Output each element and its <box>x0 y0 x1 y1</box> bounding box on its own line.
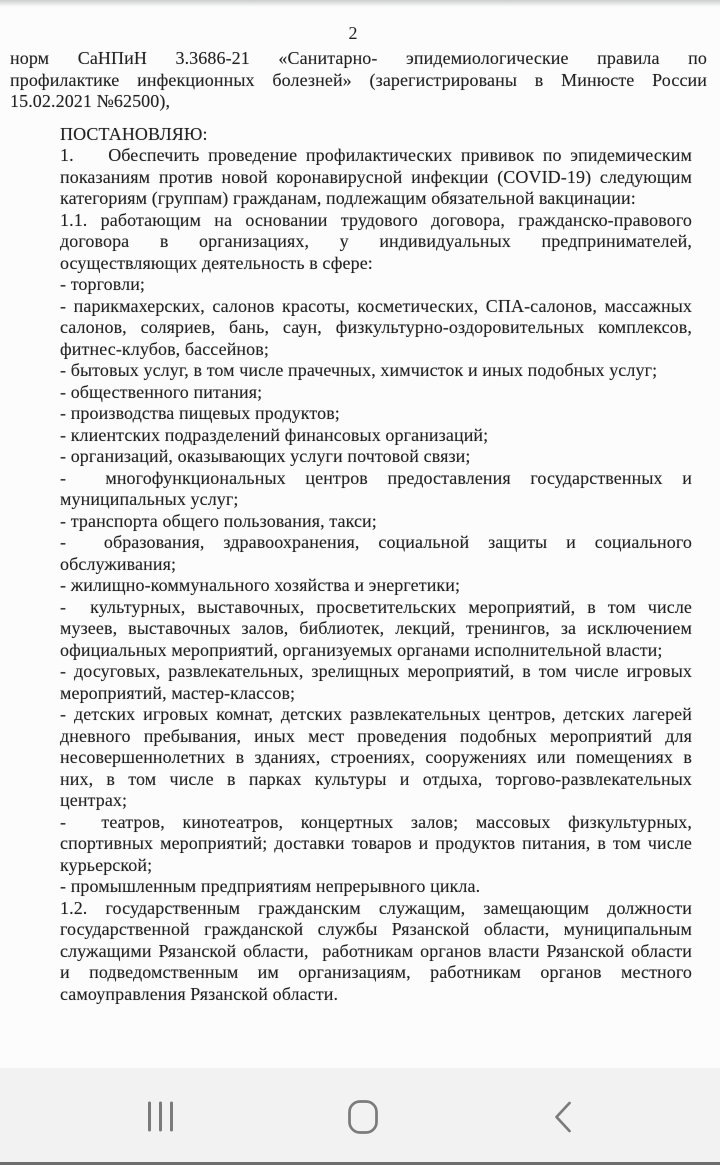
text-line: самоуправления Рязанской области. <box>60 983 339 1004</box>
text-line: и подведомственным им организациям, работникам органов местного <box>60 962 692 982</box>
document-body <box>0 48 720 1005</box>
text-line: осуществляющих деятельность в сфере: <box>60 252 373 273</box>
back-button[interactable] <box>552 1100 573 1134</box>
text-line: официальных мероприятий, организуемых органами исполнительной власти; <box>60 639 663 660</box>
list-item-line: - культурных, выставочных, просветительских мероприятий, в том числе <box>60 596 692 617</box>
clause-1-2: 1.2. государственным гражданским служащим, замещающим должности <box>60 897 692 918</box>
text-line: муниципальных услуг; <box>60 489 239 509</box>
home-button[interactable] <box>348 1100 378 1134</box>
recents-button[interactable] <box>147 1101 174 1132</box>
text-line: мероприятий, мастер-классов; <box>60 682 296 703</box>
back-icon <box>552 1100 573 1134</box>
list-item-line: - организаций, оказывающих услуги почтовой связи; <box>60 446 471 466</box>
intro-line: норм СаНПиН 3.3686-21 «Санитарно- эпидемиологические правила по <box>10 48 707 68</box>
text-line: показаниям против новой коронавирусной инфекции (COVID-19) следующим <box>60 166 692 187</box>
list-item-line: - промышленным предприятиям непрерывного цикла. <box>60 876 481 896</box>
text-line: категориям (группам) гражданам, подлежащим обязательной вакцинации: <box>60 188 636 208</box>
page-number: 2 <box>348 23 358 43</box>
text-line: спортивных мероприятий; доставки товаров и продуктов питания, в том числе <box>60 833 692 853</box>
list-item-line: - театров, кинотеатров, концертных залов; массовых физкультурных, <box>60 811 692 832</box>
list-item-line: - клиентских подразделений финансовых организаций; <box>60 424 489 445</box>
intro-line: 15.02.2021 №62500), <box>10 91 171 111</box>
text-line: музеев, выставочных залов, библиотек, лекций, тренингов, за исключением <box>60 618 692 638</box>
list-item-line: - образования, здравоохранения, социальной защиты и социального <box>60 532 692 552</box>
list-item-line: - детских игровых комнат, детских развлекательных центров, детских лагерей <box>60 704 692 724</box>
clause-1-1: 1.1. работающим на основании трудового договора, гражданско-правового <box>60 209 692 230</box>
text-line: центрах; <box>60 790 128 810</box>
list-item-line: - жилищно-коммунального хозяйства и энергетики; <box>60 575 461 595</box>
text-line: несовершеннолетних в зданиях, строениях, сооружениях или помещениях в <box>60 747 692 767</box>
recents-icon <box>147 1101 174 1132</box>
text-line: обслуживания; <box>60 553 177 574</box>
intro-line: профилактике инфекционных болезней» (зарегистрированы в Минюсте России <box>10 69 707 90</box>
list-item-line: - парикмахерских, салонов красоты, косметических, СПА-салонов, массажных <box>60 295 692 316</box>
list-item-line: - бытовых услуг, в том числе прачечных, химчисток и иных подобных услуг; <box>60 360 658 380</box>
text-line: курьерской; <box>60 854 153 875</box>
resolution-heading: ПОСТАНОВЛЯЮ: <box>60 123 208 144</box>
list-item-line: - производства пищевых продуктов; <box>60 403 340 423</box>
text-line: них, в том числе в парках культуры и отдыха, торгово-развлекательных <box>60 768 692 789</box>
list-item-line: - транспорта общего пользования, такси; <box>60 510 377 531</box>
text-line: договора в организациях, у индивидуальных предпринимателей, <box>60 231 692 251</box>
text-line: фитнес-клубов, бассейнов; <box>60 338 269 359</box>
home-icon <box>348 1100 378 1134</box>
text-line: салонов, соляриев, бань, саун, физкультурно-оздоровительных комплексов, <box>60 317 692 337</box>
list-item-line: - многофункциональных центров предоставления государственных и <box>60 467 692 488</box>
android-navigation-bar <box>0 1068 720 1165</box>
clause-1: 1. Обеспечить проведение профилактических прививок по эпидемическим <box>60 145 692 165</box>
text-line: служащими Рязанской области, работникам органов власти Рязанской области <box>60 940 692 961</box>
text-line: государственной гражданской службы Рязанской области, муниципальным <box>60 919 692 939</box>
list-item-line: - общественного питания; <box>60 381 263 402</box>
text-line: дневного пребывания, иных мест проведения подобных мероприятий для <box>60 725 692 746</box>
list-item-line: - досуговых, развлекательных, зрелищных мероприятий, в том числе игровых <box>60 661 692 681</box>
list-item-line: - торговли; <box>60 274 146 294</box>
